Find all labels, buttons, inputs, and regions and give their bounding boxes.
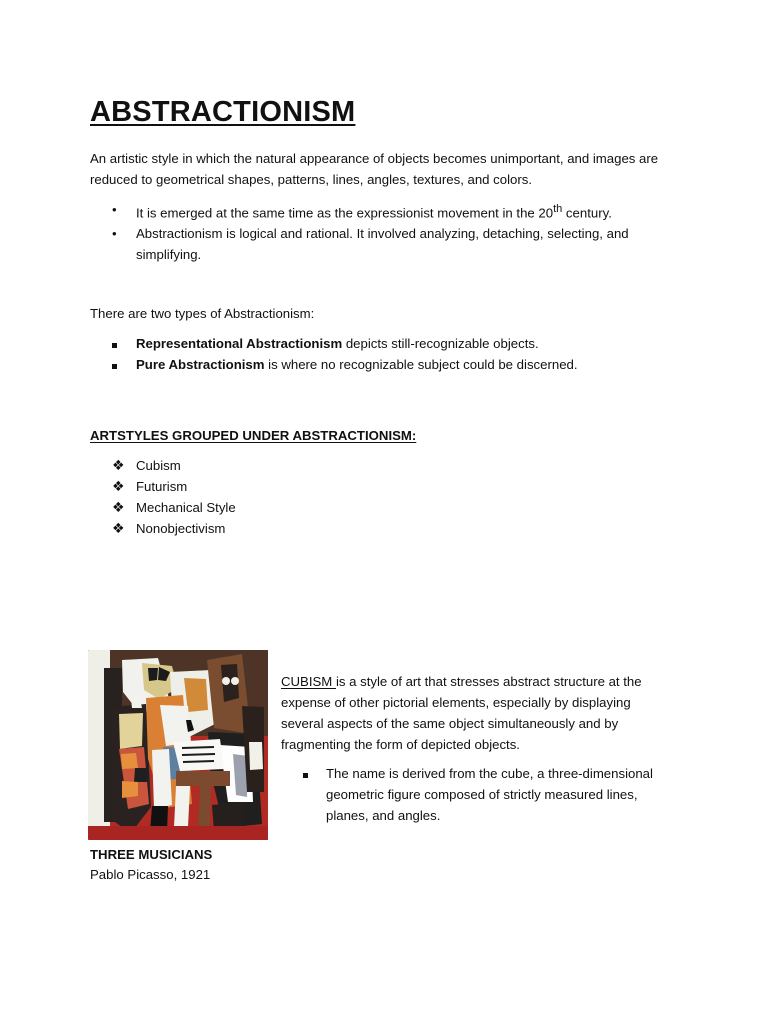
fact-text-part: It is emerged at the same time as the expressionist movement in the 20: [136, 205, 554, 221]
list-item: [90, 518, 390, 539]
square-bullet-icon: [112, 354, 124, 375]
type-description: is where no recognizable subject could be discerned.: [264, 357, 578, 372]
cubism-description: is a style of art that stresses abstract structure at the expense of other pictorial elements, especially by displaying several aspects of the same object simultaneously and by fragmenting the form of depicted objects.: [281, 674, 642, 752]
diamond-bullet-icon: ❖: [112, 520, 125, 536]
list-item: [90, 476, 390, 497]
abstractionism-facts-list: [90, 199, 670, 265]
diamond-bullet-icon: ❖: [112, 457, 125, 473]
list-item: [90, 497, 390, 518]
fact-text-part: century.: [562, 205, 612, 221]
list-item: [90, 223, 670, 265]
abstractionism-types-list: [90, 333, 690, 375]
list-item: [90, 354, 690, 375]
cubist-painting-graphic: [88, 650, 268, 840]
document-title: ABSTRACTIONISM: [90, 96, 356, 128]
painting-title: THREE MUSICIANS: [90, 847, 213, 862]
types-intro: There are two types of Abstractionism:: [90, 306, 315, 321]
type-description: depicts still-recognizable objects.: [342, 336, 539, 351]
bullet-dot-icon: •: [112, 226, 117, 242]
three-musicians-painting: [88, 650, 268, 840]
artstyles-heading: ARTSTYLES GROUPED UNDER ABSTRACTIONISM:: [90, 428, 417, 443]
bullet-dot-icon: •: [112, 202, 117, 217]
artstyle-label: Futurism: [136, 479, 188, 494]
artstyle-label: Mechanical Style: [136, 500, 236, 515]
cubism-definition: [281, 671, 671, 755]
diamond-bullet-icon: ❖: [112, 499, 125, 515]
painting-artist-year: Pablo Picasso, 1921: [90, 867, 211, 882]
artstyle-label: Cubism: [136, 458, 181, 473]
artstyle-label: Nonobjectivism: [136, 521, 226, 536]
cubism-details-list: [281, 763, 681, 826]
artstyles-list: [90, 455, 390, 539]
type-name: Pure Abstractionism: [136, 357, 265, 372]
list-item: [281, 763, 681, 826]
ordinal-suffix: th: [553, 203, 563, 215]
list-item: [90, 455, 390, 476]
cubism-detail: The name is derived from the cube, a three-dimensional geometric figure composed of strictly measured lines, planes, and angles.: [326, 766, 653, 823]
intro-paragraph: An artistic style in which the natural appearance of objects becomes unimportant, and images are reduced to geometrical shapes, patterns, lines, angles, textures, and colors.: [90, 151, 659, 187]
square-bullet-icon: [303, 763, 315, 784]
type-name: Representational Abstractionism: [136, 336, 343, 351]
diamond-bullet-icon: ❖: [112, 478, 125, 494]
list-item: [90, 333, 690, 354]
cubism-term: CUBISM: [281, 674, 336, 689]
fact-text: Abstractionism is logical and rational. It involved analyzing, detaching, selecting, and simplifying.: [136, 226, 629, 263]
list-item: [90, 199, 670, 223]
square-bullet-icon: [112, 333, 124, 354]
